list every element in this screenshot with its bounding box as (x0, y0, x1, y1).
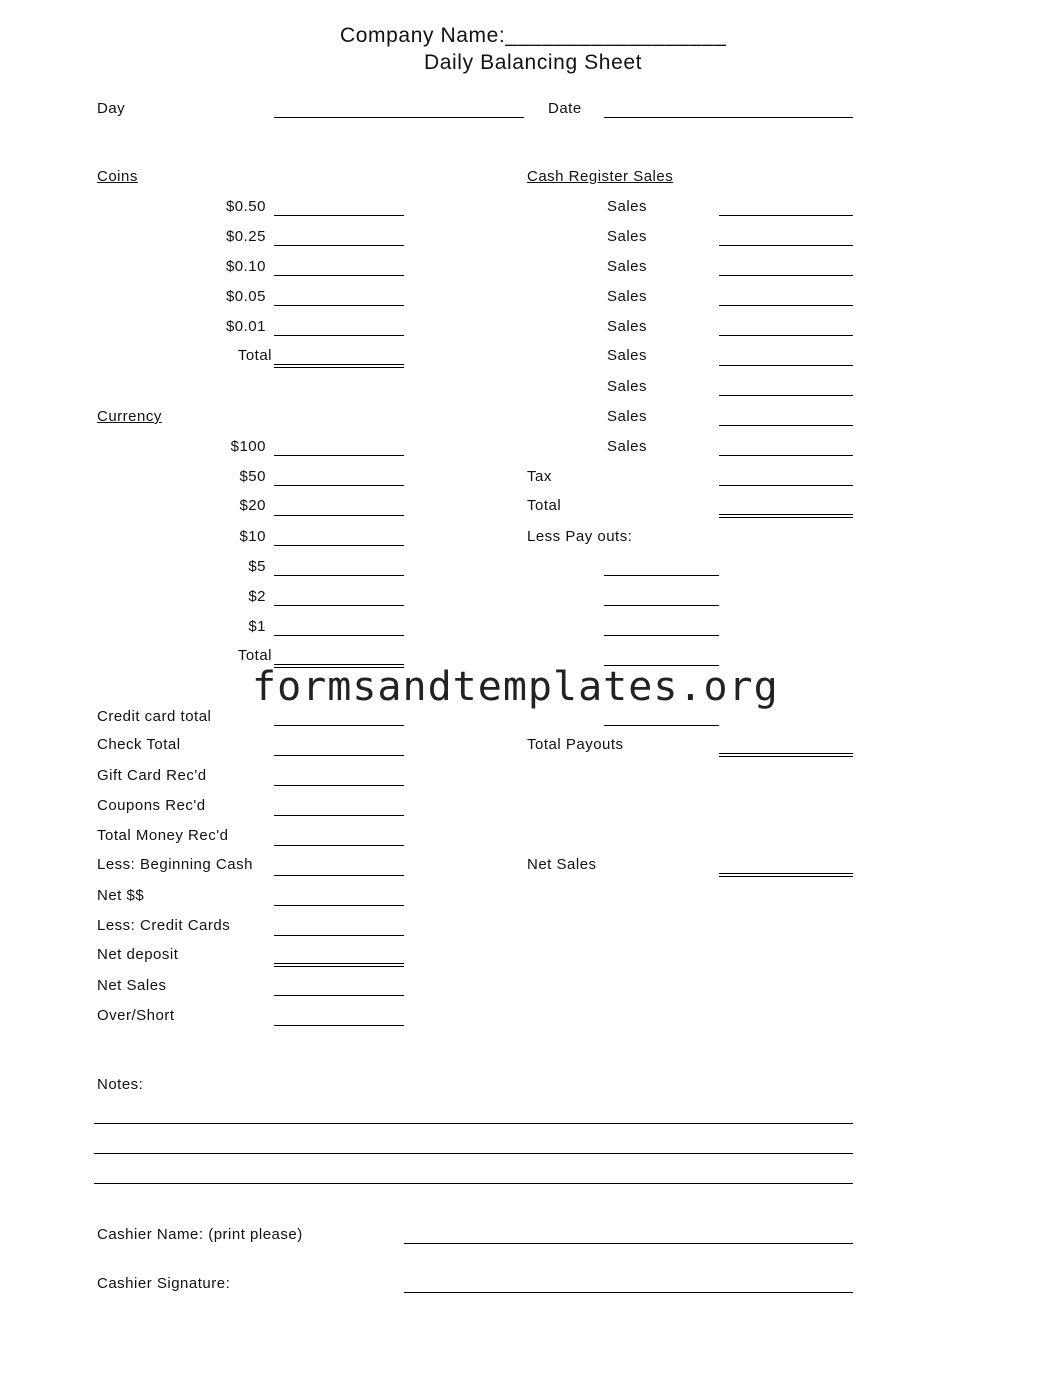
payout-field[interactable] (604, 635, 719, 636)
currency-label: $5 (248, 558, 266, 575)
sales-field[interactable] (719, 275, 853, 276)
summary-field[interactable] (274, 755, 404, 756)
sales-field[interactable] (719, 455, 853, 456)
sales-label: Sales (607, 288, 648, 305)
total-payouts-label: Total Payouts (527, 736, 624, 753)
summary-field[interactable] (274, 725, 404, 726)
summary-label: Credit card total (97, 708, 212, 725)
currency-label: $10 (239, 528, 266, 545)
summary-field[interactable] (274, 963, 404, 967)
sales-field[interactable] (719, 215, 853, 216)
sales-label: Sales (607, 228, 648, 245)
coins-heading: Coins (97, 168, 138, 185)
currency-heading: Currency (97, 408, 162, 425)
sales-label: Sales (607, 438, 648, 455)
date-label: Date (548, 100, 582, 117)
sales-label: Sales (607, 198, 648, 215)
summary-field[interactable] (274, 905, 404, 906)
cashier-name-field[interactable] (404, 1243, 853, 1244)
summary-field[interactable] (274, 995, 404, 996)
currency-field[interactable] (274, 515, 404, 516)
register-heading: Cash Register Sales (527, 168, 674, 185)
summary-label: Coupons Rec'd (97, 797, 206, 814)
notes-line[interactable] (94, 1153, 853, 1154)
summary-field[interactable] (274, 1025, 404, 1026)
summary-label: Gift Card Rec'd (97, 767, 207, 784)
notes-line[interactable] (94, 1123, 853, 1124)
sales-label: Sales (607, 347, 648, 364)
summary-field[interactable] (274, 845, 404, 846)
notes-line[interactable] (94, 1183, 853, 1184)
currency-field[interactable] (274, 635, 404, 636)
coin-label: $0.50 (225, 198, 266, 215)
currency-field[interactable] (274, 575, 404, 576)
summary-field[interactable] (274, 815, 404, 816)
net-sales-right-label: Net Sales (527, 856, 597, 873)
notes-label: Notes: (97, 1076, 144, 1093)
sales-label: Sales (607, 318, 648, 335)
watermark: formsandtemplates.org (252, 664, 779, 710)
summary-label: Less: Beginning Cash (97, 856, 253, 873)
sales-label: Sales (607, 258, 648, 275)
coin-field[interactable] (274, 215, 404, 216)
sales-label: Sales (607, 378, 648, 395)
coins-total-field[interactable] (274, 364, 404, 368)
payout-field[interactable] (604, 575, 719, 576)
sales-field[interactable] (719, 425, 853, 426)
payout-field[interactable] (604, 605, 719, 606)
tax-label: Tax (527, 468, 552, 485)
summary-field[interactable] (274, 875, 404, 876)
currency-field[interactable] (274, 545, 404, 546)
currency-field[interactable] (274, 455, 404, 456)
date-field[interactable] (604, 117, 853, 118)
currency-total-label: Total (237, 647, 272, 664)
payouts-label: Less Pay outs: (527, 528, 633, 545)
coin-field[interactable] (274, 275, 404, 276)
currency-label: $2 (248, 588, 266, 605)
sales-label: Sales (607, 408, 648, 425)
summary-field[interactable] (274, 935, 404, 936)
tax-field[interactable] (719, 485, 853, 486)
coin-field[interactable] (274, 245, 404, 246)
coin-label: $0.05 (225, 288, 266, 305)
coin-field[interactable] (274, 335, 404, 336)
summary-field[interactable] (274, 785, 404, 786)
summary-label: Check Total (97, 736, 181, 753)
sales-field[interactable] (719, 245, 853, 246)
total-payouts-field[interactable] (719, 753, 853, 757)
sales-field[interactable] (719, 365, 853, 366)
day-label: Day (97, 100, 126, 117)
payout-field[interactable] (604, 725, 719, 726)
coin-label: $0.10 (225, 258, 266, 275)
currency-label: $50 (239, 468, 266, 485)
summary-label: Net deposit (97, 946, 179, 963)
currency-label: $20 (239, 497, 266, 514)
day-field[interactable] (274, 117, 524, 118)
sales-field[interactable] (719, 395, 853, 396)
currency-label: $1 (248, 618, 266, 635)
summary-label: Over/Short (97, 1007, 175, 1024)
coin-label: $0.25 (225, 228, 266, 245)
cashier-signature-label: Cashier Signature: (97, 1275, 231, 1292)
currency-field[interactable] (274, 485, 404, 486)
sales-field[interactable] (719, 335, 853, 336)
summary-label: Net Sales (97, 977, 167, 994)
summary-label: Net $$ (97, 887, 145, 904)
page-title: Daily Balancing Sheet (424, 51, 643, 74)
sales-field[interactable] (719, 305, 853, 306)
coin-label: $0.01 (225, 318, 266, 335)
summary-label: Less: Credit Cards (97, 917, 231, 934)
summary-label: Total Money Rec'd (97, 827, 229, 844)
currency-label: $100 (230, 438, 266, 455)
coins-total-label: Total (237, 347, 272, 364)
cashier-name-label: Cashier Name: (print please) (97, 1226, 303, 1243)
cashier-signature-field[interactable] (404, 1292, 853, 1293)
register-total-label: Total (527, 497, 562, 514)
net-sales-right-field[interactable] (719, 873, 853, 877)
coin-field[interactable] (274, 305, 404, 306)
register-total-field[interactable] (719, 514, 853, 518)
currency-field[interactable] (274, 605, 404, 606)
company-name: Company Name:__________________ (340, 24, 727, 47)
